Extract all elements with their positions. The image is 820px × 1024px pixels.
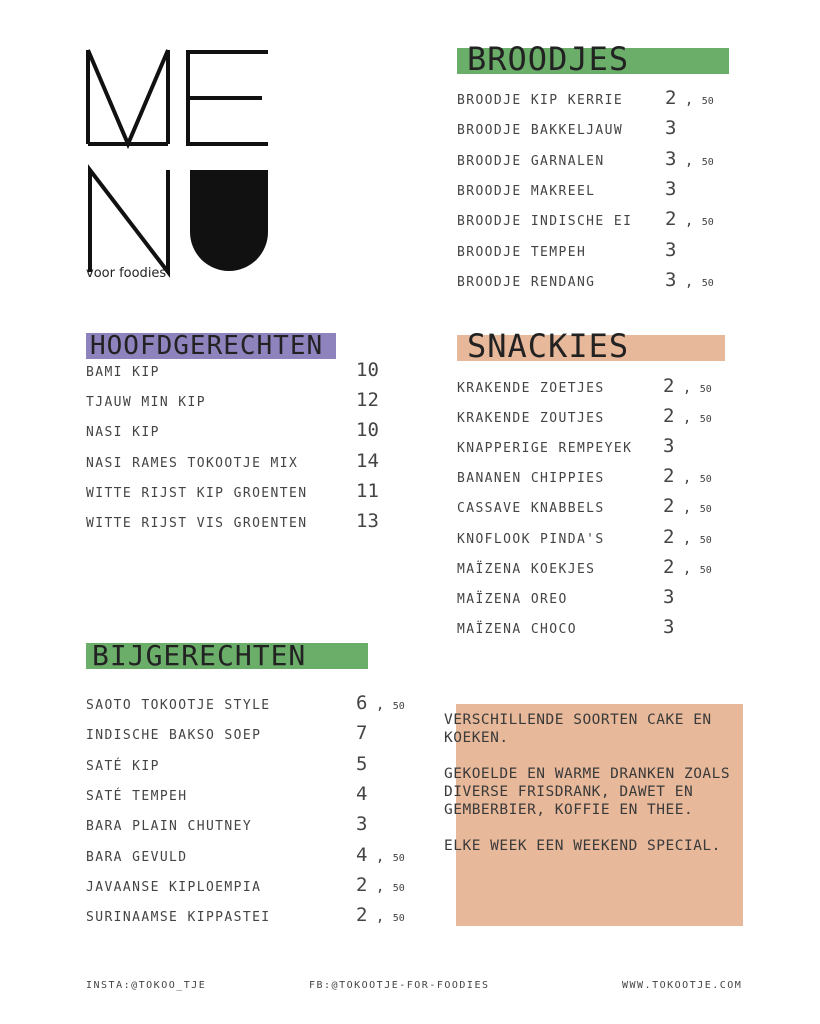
- price-cents: 50: [699, 474, 712, 486]
- price-main: 5: [356, 752, 368, 775]
- item-name: SAOTO TOKOOTJE STYLE: [86, 698, 271, 713]
- broodjes-title: BROODJES: [467, 40, 630, 78]
- price-main: 2: [663, 525, 675, 548]
- item-name: NASI KIP: [86, 425, 160, 441]
- footer-facebook[interactable]: FB:@TOKOOTJE-FOR-FOODIES: [309, 980, 490, 991]
- price-main: 3: [663, 585, 675, 608]
- price-cents: 50: [392, 913, 405, 925]
- item-price: 4 , 50: [356, 843, 405, 866]
- item-name: SATÉ TEMPEH: [86, 788, 188, 804]
- item-price: [356, 389, 379, 411]
- item-name: BROODJE MAKREEL: [457, 183, 596, 199]
- price-cents: 50: [392, 852, 405, 864]
- info-paragraph: GEKOELDE EN WARME DRANKEN ZOALS DIVERSE FRISDRANK, DAWET EN GEMBERBIER, KOFFIE EN THEE.: [444, 766, 731, 818]
- info-paragraph: VERSCHILLENDE SOORTEN CAKE EN KOEKEN.: [444, 712, 712, 746]
- price-main: 10: [356, 419, 379, 442]
- price-main: 7: [356, 722, 368, 745]
- price-main: 3: [665, 117, 677, 140]
- item-price: 2 , 50: [663, 375, 712, 397]
- item-price: [665, 239, 676, 261]
- menu-logo: [86, 48, 276, 288]
- info-paragraph: ELKE WEEK EEN WEEKEND SPECIAL.: [444, 838, 721, 854]
- price-cents: 50: [699, 534, 712, 546]
- item-price: 2 , 50: [663, 525, 712, 548]
- item-price: 3 , 50: [665, 268, 714, 291]
- price-main: 3: [356, 813, 368, 836]
- price-main: 2: [663, 405, 675, 428]
- item-name: NASI RAMES TOKOOTJE MIX: [86, 455, 299, 471]
- price-cents: 50: [701, 277, 714, 289]
- price-main: 3: [665, 147, 677, 170]
- bijgerechten-title: BIJGERECHTEN: [92, 639, 307, 672]
- broodjes-heading: [457, 40, 729, 78]
- price-cents: 50: [699, 414, 712, 426]
- footer-insta[interactable]: INSTA:@TOKOO_TJE: [86, 980, 207, 991]
- price-main: 3: [663, 615, 675, 638]
- item-name: BROODJE GARNALEN: [457, 153, 605, 169]
- item-price: 2 , 50: [665, 87, 714, 109]
- item-price: [356, 783, 367, 805]
- price-main: 4: [356, 843, 368, 866]
- price-cents: 50: [392, 882, 405, 894]
- item-name: KRAKENDE ZOETJES: [457, 381, 605, 396]
- item-name: WITTE RIJST KIP GROENTEN: [86, 485, 308, 501]
- price-main: 4: [356, 782, 368, 805]
- item-name: BROODJE BAKKELJAUW: [457, 123, 624, 139]
- item-price: [356, 813, 367, 835]
- item-name: BROODJE TEMPEH: [457, 244, 587, 260]
- item-price: [356, 722, 367, 744]
- price-main: 13: [356, 510, 379, 532]
- footer-website[interactable]: WWW.TOKOOTJE.COM: [622, 980, 743, 991]
- item-price: [663, 435, 674, 457]
- snackies-title: SNACKIES: [467, 327, 630, 365]
- item-price: 6 , 50: [356, 692, 405, 714]
- item-price: 2 , 50: [663, 495, 712, 518]
- price-main: 12: [356, 389, 379, 412]
- hoofdgerechten-title: HOOFDGERECHTEN: [90, 331, 324, 361]
- item-name: BROODJE INDISCHE EI: [457, 214, 633, 230]
- item-name: MAÏZENA OREO: [457, 591, 568, 607]
- snackies-heading: [457, 327, 725, 365]
- price-main: 6: [356, 692, 368, 714]
- item-name: SATÉ KIP: [86, 758, 160, 774]
- price-cents: 50: [699, 504, 712, 516]
- price-main: 3: [665, 268, 677, 291]
- item-name: INDISCHE BAKSO SOEP: [86, 728, 262, 744]
- item-price: 2 , 50: [356, 873, 405, 896]
- item-price: [356, 753, 367, 775]
- info-text: [444, 711, 744, 873]
- price-main: 2: [665, 208, 677, 231]
- price-cents: 50: [699, 384, 712, 395]
- item-name: BANANEN CHIPPIES: [457, 471, 605, 487]
- item-price: [663, 586, 674, 608]
- item-name: BARA PLAIN CHUTNEY: [86, 819, 253, 835]
- item-price: [356, 359, 379, 381]
- price-cents: 50: [701, 217, 714, 229]
- item-price: [356, 510, 379, 532]
- price-cents: 50: [699, 564, 712, 576]
- item-name: BAMI KIP: [86, 365, 160, 380]
- item-name: MAÏZENA CHOCO: [457, 621, 577, 637]
- item-name: BROODJE RENDANG: [457, 274, 596, 290]
- price-main: 3: [665, 177, 677, 200]
- item-name: KNOFLOOK PINDA'S: [457, 531, 605, 547]
- price-main: 2: [663, 495, 675, 518]
- item-name: MAÏZENA KOEKJES: [457, 561, 596, 577]
- item-name: WITTE RIJST VIS GROENTEN: [86, 516, 308, 531]
- item-name: CASSAVE KNABBELS: [457, 501, 605, 517]
- price-main: 10: [356, 359, 379, 381]
- item-price: 2 , 50: [665, 208, 714, 231]
- item-price: [665, 117, 676, 139]
- price-cents: 50: [701, 96, 714, 107]
- item-name: JAVAANSE KIPLOEMPIA: [86, 879, 262, 895]
- price-main: 3: [665, 238, 677, 261]
- price-main: 2: [663, 375, 675, 397]
- item-price: 2 , 50: [663, 405, 712, 428]
- price-main: 2: [356, 904, 368, 927]
- item-price: [356, 419, 379, 441]
- item-name: KNAPPERIGE REMPEYEK: [457, 441, 633, 457]
- bijgerechten-heading: [86, 639, 368, 672]
- price-main: 3: [663, 435, 675, 458]
- item-price: 2 , 50: [663, 555, 712, 578]
- item-price: [356, 480, 379, 502]
- item-price: 2 , 50: [663, 465, 712, 488]
- item-name: SURINAAMSE KIPPASTEI: [86, 910, 271, 926]
- item-name: TJAUW MIN KIP: [86, 395, 206, 411]
- item-price: [665, 178, 676, 200]
- price-main: 2: [663, 465, 675, 488]
- item-name: BROODJE KIP KERRIE: [457, 93, 624, 108]
- item-price: 2 , 50: [356, 904, 405, 927]
- hoofdgerechten-heading: [86, 333, 336, 359]
- price-main: 2: [663, 555, 675, 578]
- item-price: [356, 450, 379, 472]
- price-cents: 50: [701, 156, 714, 168]
- item-name: KRAKENDE ZOUTJES: [457, 411, 605, 427]
- price-main: 11: [356, 479, 379, 502]
- price-main: 2: [356, 873, 368, 896]
- tagline: voor foodies: [86, 266, 167, 281]
- price-cents: 50: [392, 701, 405, 712]
- price-main: 14: [356, 449, 379, 472]
- item-price: 3 , 50: [665, 147, 714, 170]
- price-main: 2: [665, 87, 677, 109]
- item-name: BARA GEVULD: [86, 849, 188, 865]
- item-price: [663, 616, 674, 638]
